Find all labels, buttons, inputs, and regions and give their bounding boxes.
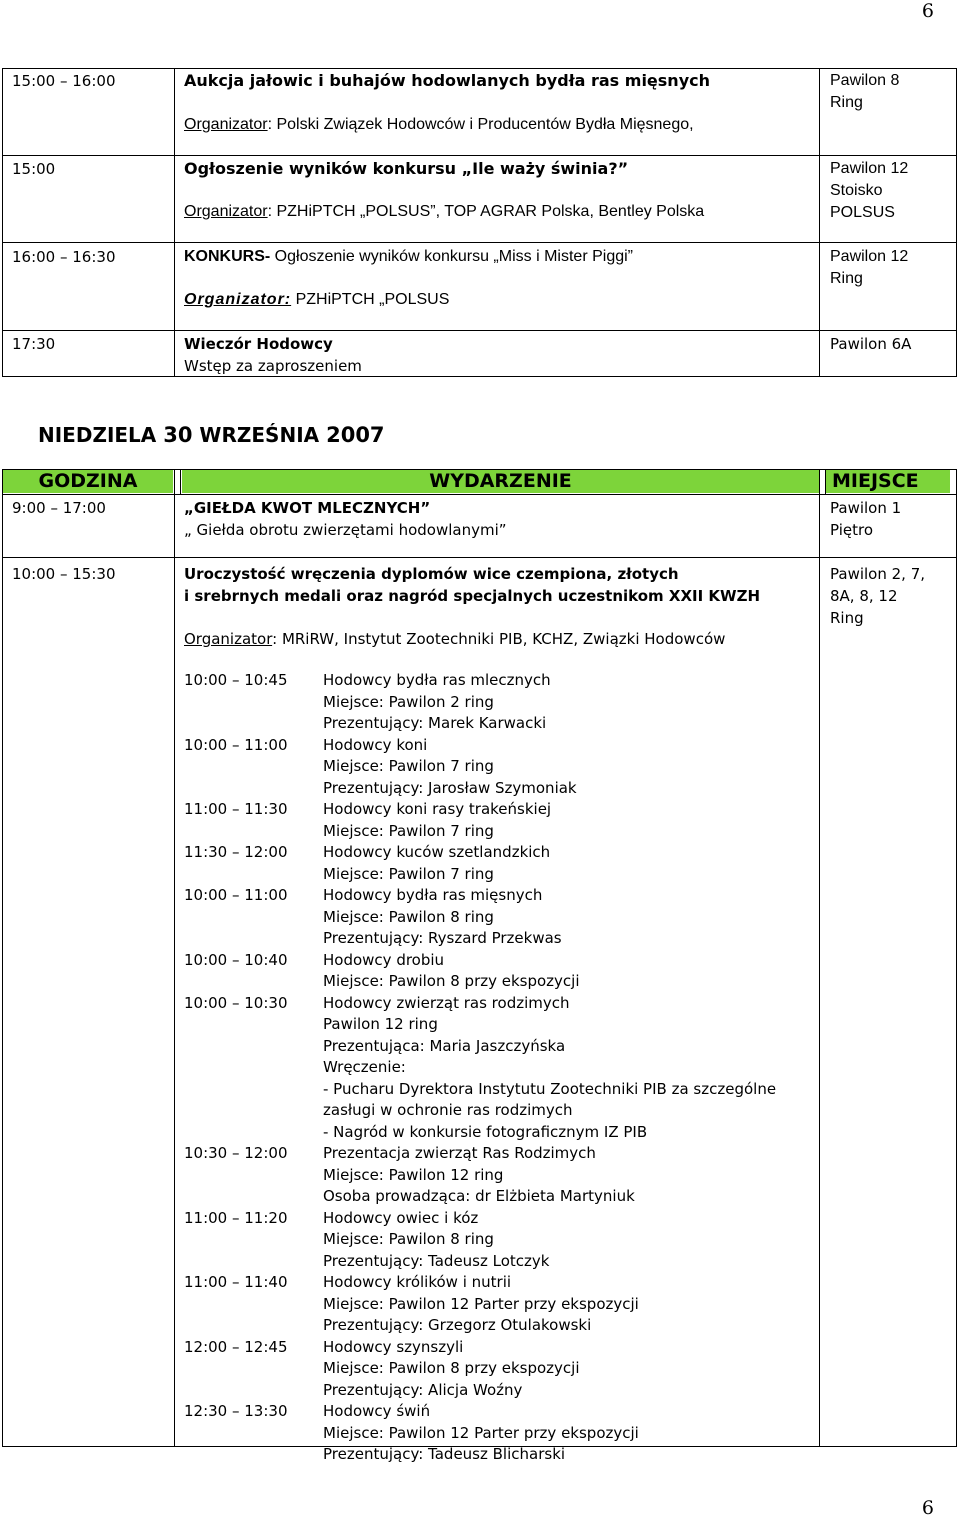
event-subtitle: „ Giełda obrotu zwierzętami hodowlanymi” <box>184 521 507 539</box>
page-number-bottom: 6 <box>921 1497 934 1519</box>
schedule-item-detail: Miejsce: Pawilon 12 Parter przy ekspozycji <box>323 1423 639 1442</box>
schedule-item-time: 11:00 – 11:20 <box>184 1208 288 1227</box>
event-title: Wieczór Hodowcy <box>184 335 333 353</box>
event-title-rest: Ogłoszenie wyników konkursu „Miss i Mister Piggi” <box>270 248 633 265</box>
year: 2007 <box>326 423 385 447</box>
day-name: NIEDZIELA <box>38 423 164 447</box>
schedule-item-title: Hodowcy bydła ras mlecznych <box>323 671 551 689</box>
schedule-item-time: 11:00 – 11:40 <box>184 1273 288 1291</box>
place-line: Pawilon 8 <box>830 72 900 89</box>
row-time: 10:00 – 15:30 <box>12 565 116 583</box>
schedule-item-detail: - Nagród w konkursie fotograficznym IZ PIB <box>323 1122 648 1141</box>
row-time: 9:00 – 17:00 <box>12 499 106 517</box>
place-line: Piętro <box>830 521 874 539</box>
schedule-item-time: 10:00 – 11:00 <box>184 886 288 904</box>
schedule-item-title: Prezentacja zwierząt Ras Rodzimych <box>323 1144 596 1162</box>
schedule-item-title: Hodowcy koni rasy trakeńskiej <box>323 800 552 818</box>
day-number: 30 <box>163 423 193 447</box>
schedule-item-detail: Miejsce: Pawilon 7 ring <box>323 757 494 775</box>
schedule-item-title: Hodowcy królików i nutrii <box>323 1273 512 1291</box>
row-time: 15:00 – 16:00 <box>12 72 116 90</box>
row-time: 15:00 <box>12 160 56 178</box>
organizer-text: : MRiRW, Instytut Zootechniki PIB, KCHZ, Związki Hodowców <box>272 630 726 648</box>
schedule-item-detail: - Pucharu Dyrektora Instytutu Zootechniki PIB za szczególne <box>323 1079 777 1098</box>
event-title: Aukcja jałowic i buhajów hodowlanych bydła ras mięsnych <box>184 71 710 90</box>
event-title: Ogłoszenie wyników konkursu „Ile waży świnia?” <box>184 159 629 178</box>
organizer-line <box>184 114 694 136</box>
event-title: „GIEŁDA KWOT MLECZNYCH” <box>184 499 431 517</box>
schedule-item-detail: Wręczenie: <box>323 1058 406 1076</box>
place-line: 8A, 8, 12 <box>830 587 898 605</box>
schedule-item-detail: Miejsce: Pawilon 12 ring <box>323 1165 504 1184</box>
month-name: WRZEŚNIA <box>192 423 327 447</box>
schedule-item-detail: Miejsce: Pawilon 12 Parter przy ekspozycji <box>323 1294 639 1313</box>
schedule-item-detail: Prezentujący: Tadeusz Lotczyk <box>323 1251 550 1270</box>
organizer-text: : PZHiPTCH „POLSUS”, TOP AGRAR Polska, Bentley Polska <box>267 203 705 220</box>
schedule-item-title: Hodowcy drobiu <box>323 950 445 969</box>
schedule-item-title: Hodowcy świń <box>323 1402 431 1420</box>
schedule-item-title: Hodowcy kuców szetlandzkich <box>323 843 551 861</box>
row-time: 17:30 <box>12 335 56 353</box>
schedule-item-time: 10:00 – 10:40 <box>184 950 288 969</box>
event-title: KONKURS- <box>184 248 271 265</box>
place-line: Pawilon 12 <box>830 160 909 177</box>
schedule-item-title: Hodowcy zwierząt ras rodzimych <box>323 993 570 1012</box>
organizer-line <box>184 289 449 311</box>
organizer-label: Organizator: <box>184 291 292 308</box>
schedule-item-detail: Miejsce: Pawilon 8 przy ekspozycji <box>323 1359 580 1377</box>
schedule-item-detail: Prezentująca: Maria Jaszczyńska <box>323 1036 566 1055</box>
schedule-item-title: Hodowcy owiec i kóz <box>323 1208 479 1227</box>
schedule-item-time: 12:30 – 13:30 <box>184 1402 288 1420</box>
place-line: Pawilon 1 <box>830 499 902 517</box>
schedule-item-detail: Miejsce: Pawilon 2 ring <box>323 692 494 711</box>
schedule-item-detail: zasługi w ochronie ras rodzimych <box>323 1101 573 1119</box>
organizer-text: : Polski Związek Hodowców i Producentów Bydła Mięsnego, <box>267 116 694 133</box>
place-line: Pawilon 2, 7, <box>830 565 926 583</box>
schedule-item-time: 12:00 – 12:45 <box>184 1337 288 1356</box>
schedule-item-detail: Miejsce: Pawilon 8 ring <box>323 907 494 926</box>
header-time: GODZINA <box>3 470 173 493</box>
schedule-item-detail: Prezentujący: Jarosław Szymoniak <box>323 778 577 797</box>
header-place: MIEJSCE <box>826 470 950 493</box>
schedule-item-detail: Prezentujący: Marek Karwacki <box>323 714 547 732</box>
schedule-item-detail: Miejsce: Pawilon 8 ring <box>323 1230 494 1248</box>
organizer-text: PZHiPTCH „POLSUS <box>291 291 450 308</box>
header-event: WYDARZENIE <box>182 470 819 493</box>
schedule-item-time: 10:30 – 12:00 <box>184 1144 288 1162</box>
page-number-top: 6 <box>921 0 934 22</box>
schedule-item-detail: Prezentujący: Alicja Woźny <box>323 1380 523 1399</box>
row-time: 16:00 – 16:30 <box>12 248 116 266</box>
place-line: Pawilon 12 <box>830 248 909 265</box>
schedule-item-title: Hodowcy koni <box>323 735 428 754</box>
schedule-item-time: 10:00 – 10:45 <box>184 671 288 689</box>
event-title-line <box>184 246 633 268</box>
schedule-item-time: 10:00 – 11:00 <box>184 735 288 754</box>
event-title-line: i srebrnych medali oraz nagród specjalnych uczestnikom XXII KWZH <box>184 587 761 605</box>
day-heading <box>38 423 385 447</box>
place-line: Pawilon 6A <box>830 335 912 353</box>
place-line: Stoisko <box>830 182 883 199</box>
organizer-label: Organizator <box>184 203 268 220</box>
schedule-item-title: Hodowcy szynszyli <box>323 1337 464 1356</box>
schedule-item-time: 11:30 – 12:00 <box>184 843 288 861</box>
schedule-item-detail: Miejsce: Pawilon 8 przy ekspozycji <box>323 972 580 990</box>
place-line: POLSUS <box>830 204 895 221</box>
place-line: Ring <box>830 609 864 627</box>
schedule-item-detail: Prezentujący: Tadeusz Blicharski <box>323 1445 566 1463</box>
schedule-item-detail: Miejsce: Pawilon 7 ring <box>323 864 494 883</box>
event-title-line: Uroczystość wręczenia dyplomów wice czempiona, złotych <box>184 565 679 583</box>
organizer-label: Organizator <box>184 116 268 133</box>
schedule-item-detail: Prezentujący: Ryszard Przekwas <box>323 929 562 947</box>
schedule-item-title: Hodowcy bydła ras mięsnych <box>323 886 543 904</box>
organizer-line <box>184 201 704 223</box>
schedule-item-detail: Miejsce: Pawilon 7 ring <box>323 821 494 840</box>
place-line: Ring <box>830 270 863 287</box>
organizer-label: Organizator <box>184 630 273 648</box>
schedule-item-detail: Pawilon 12 ring <box>323 1015 438 1033</box>
schedule-item-time: 10:00 – 10:30 <box>184 993 288 1012</box>
schedule-item-detail: Osoba prowadząca: dr Elżbieta Martyniuk <box>323 1187 635 1205</box>
event-subtitle: Wstęp za zaproszeniem <box>184 357 362 375</box>
place-line: Ring <box>830 94 863 111</box>
organizer-line <box>184 628 725 650</box>
schedule-item-time: 11:00 – 11:30 <box>184 800 288 818</box>
schedule-item-detail: Prezentujący: Grzegorz Otulakowski <box>323 1316 592 1334</box>
